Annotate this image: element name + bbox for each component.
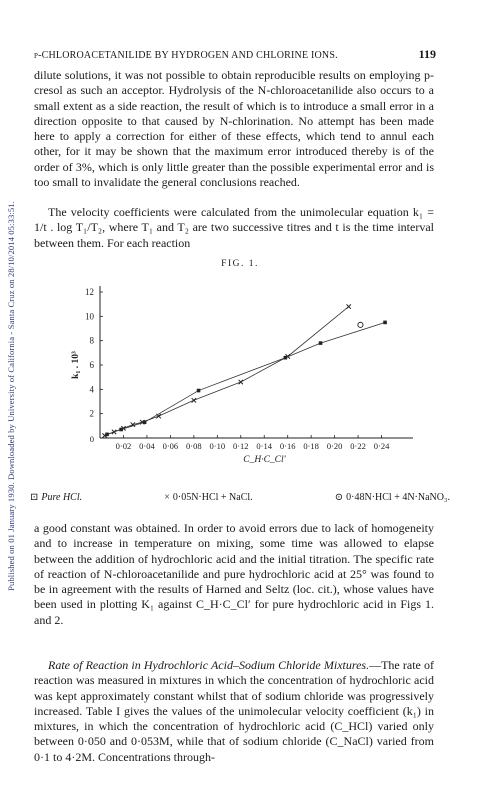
cross-marker-icon: × <box>164 492 170 503</box>
running-head <box>34 47 436 62</box>
y-tick-label: 8 <box>89 335 94 346</box>
x-tick-label: 0·14 <box>256 441 273 451</box>
legend-label: 0·48N·HCl + 4N·NaNO₃. <box>346 492 450 503</box>
data-point-square <box>383 321 387 325</box>
square-marker-icon: ⊡ <box>30 492 39 503</box>
section-heading: Rate of Reaction in Hydrochloric Acid–Sodium Chloride Mixtures. <box>48 658 370 672</box>
legend-item-hcl-nano3 <box>335 492 450 503</box>
legend-item-hcl-nacl <box>164 492 252 503</box>
y-tick-label: 12 <box>85 287 94 297</box>
data-point-square <box>197 389 201 393</box>
x-axis-label: C_H·C_Cl′ <box>243 455 286 465</box>
legend-label: 0·05N·HCl + NaCl. <box>172 492 253 503</box>
page-number: 119 <box>418 47 436 61</box>
y-tick-label: 2 <box>89 408 94 419</box>
data-point-square <box>119 428 123 432</box>
paragraph-4 <box>34 658 434 765</box>
paragraph-4-body: —The rate of reaction was measured in mixtures in which the concentration of hydrochloric acid was kept approximately constant whilst that of sodium chloride was progressively increased. Table I gives the values of the unimolecular velocity coefficient (k₁) in mixtures, in which the concentration of hydrochloric acid (C_HCl) varied only between 0·050 and 0·053M, while that of sodium chloride (C_NaCl) varied from 0·1 to 4·2M. Concentrations through- <box>34 658 434 764</box>
origin-label: 0 <box>89 434 94 444</box>
x-tick-label: 0·02 <box>115 441 132 451</box>
y-tick-label: 4 <box>89 384 94 395</box>
legend-label: Pure HCl. <box>41 492 83 503</box>
x-tick-label: 0·08 <box>186 441 202 451</box>
x-tick-label: 0·06 <box>162 441 179 451</box>
data-point-cross <box>346 304 350 308</box>
x-tick-label: 0·22 <box>350 441 366 451</box>
figure-title: FIG. 1. <box>221 259 259 269</box>
y-tick-label: 10 <box>85 311 94 322</box>
x-tick-label: 0·12 <box>232 441 249 451</box>
series-line <box>105 307 349 436</box>
data-point-square <box>319 341 323 345</box>
download-notice-sidebar <box>0 0 22 792</box>
x-tick-label: 0·20 <box>326 441 343 451</box>
x-tick-label: 0·18 <box>303 441 319 451</box>
circle-marker-icon: ⊙ <box>334 492 344 503</box>
data-point-cross <box>239 380 243 384</box>
y-axis-label: k₁ . 10³ <box>71 351 81 379</box>
paragraph-3: a good constant was obtained. In order to avoid errors due to lack of homogeneity and to increase in temperature on mixing, some time was allowed to elapse between the addition of hydrochloric acid and the initial titration. The specific rate of reaction of N-chloroacetanilide and pure hydrochloric acid at 25° was found to be in agreement with the results of Harned and Seltz (loc. cit.), whose values have been used in plotting K₁ against C_H·C_Cl′ for pure hydrochloric acid in Figs 1. and 2. <box>34 521 434 627</box>
data-point-cross <box>192 398 196 402</box>
figure-1-chart <box>50 278 430 488</box>
y-tick-label: 6 <box>89 360 94 370</box>
paragraph-2: The velocity coefficients were calculated from the unimolecular equation k₁ = 1/t . log T₁/T₂, where T₁ and T₂ are two successive titres and t is the time interval between them. For each reaction <box>34 205 434 250</box>
data-point-square <box>143 420 147 424</box>
x-tick-label: 0·10 <box>209 441 226 451</box>
running-head-title: p-CHLOROACETANILIDE BY HYDROGEN AND CHLORINE IONS. <box>34 50 338 61</box>
data-point-circle <box>358 322 363 327</box>
paragraph-1: dilute solutions, it was not possible to obtain reproducible results on employing p-cresol as such an acceptor. Hydrolysis of the N-chloroacetanilide also occurs to a small extent as a side reaction, the result of which is to introduce a small error in a direction opposite to that caused by N-chlorination. No attempt has been made here to apply a correction for either of these effects, which tend to annul each other, for it may be shown that the maximum error introduced thereby is of the order of 3%, which is only little greater than the possible experimental error and is too small to invalidate the general conclusions reached. <box>34 68 434 190</box>
data-point-square <box>284 356 288 360</box>
legend-item-pure-hcl <box>30 492 82 503</box>
x-tick-label: 0·24 <box>373 441 390 451</box>
data-point-square <box>105 433 109 437</box>
download-notice-text: Published on 01 January 1930. Downloaded by University of California - Santa Cruz on 28/10/2014 05:33:51. <box>6 201 16 591</box>
x-tick-label: 0·04 <box>139 441 155 451</box>
series-line <box>107 322 385 434</box>
figure-legend <box>30 492 450 503</box>
x-tick-label: 0·16 <box>279 441 296 451</box>
